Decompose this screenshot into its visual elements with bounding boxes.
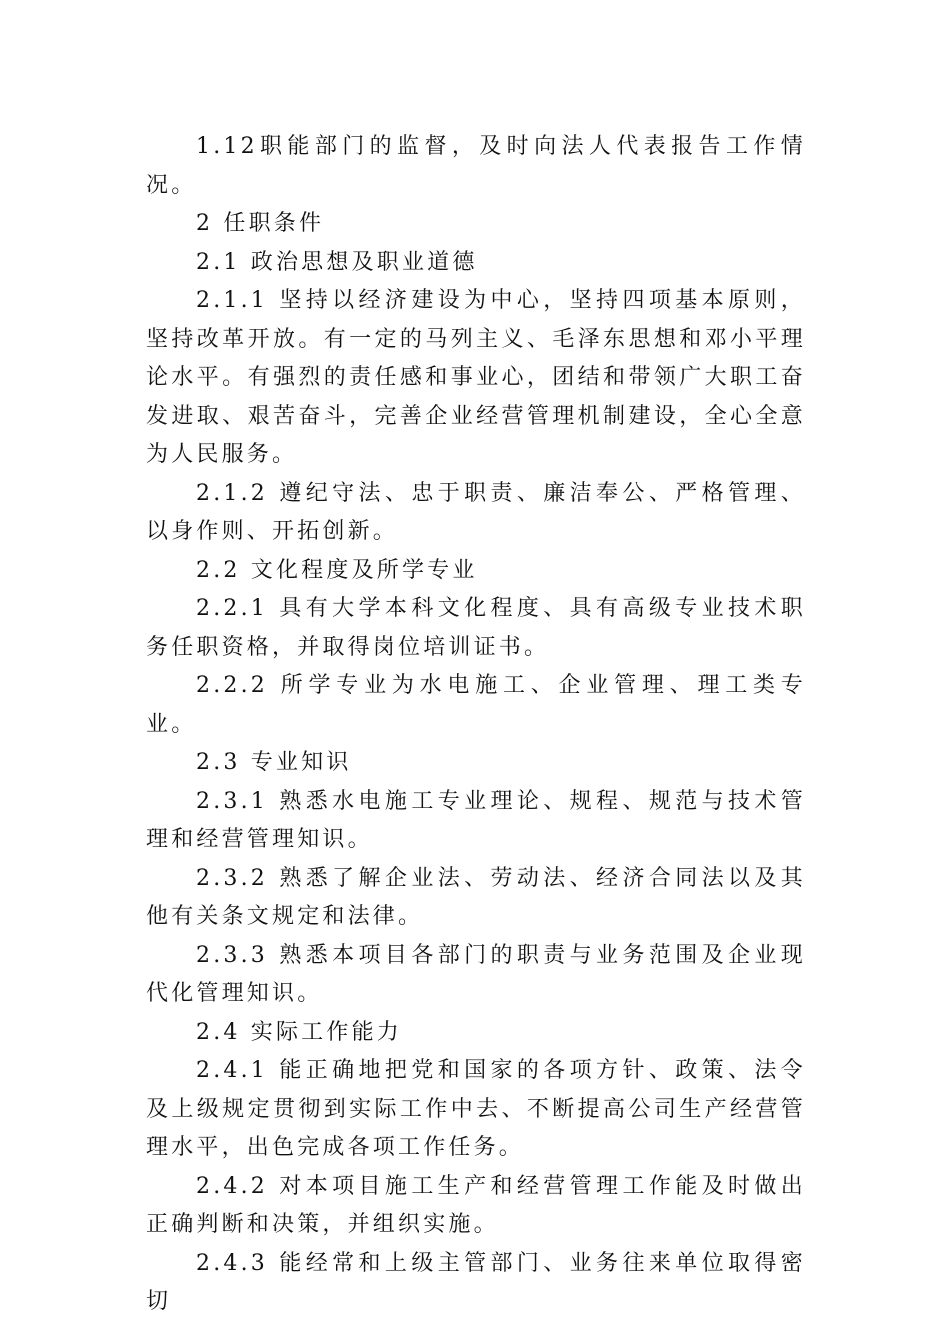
paragraph-2-3-3: 2.3.3 熟悉本项目各部门的职责与业务范围及企业现代化管理知识。	[146, 942, 806, 1006]
paragraph-2-1-1: 2.1.1 坚持以经济建设为中心，坚持四项基本原则，坚持改革开放。有一定的马列主义、毛泽东思想和邓小平理论水平。有强烈的责任感和事业心，团结和带领广大职工奋发进取、艰苦奋斗，完善企业经营管理机制建设，全心全意为人民服务。	[146, 288, 806, 467]
paragraph-2-2-1: 2.2.1 具有大学本科文化程度、具有高级专业技术职务任职资格，并取得岗位培训证书。	[146, 596, 806, 660]
paragraph-2-3-2: 2.3.2 熟悉了解企业法、劳动法、经济合同法以及其他有关条文规定和法律。	[146, 865, 806, 929]
document-body	[146, 128, 806, 1322]
paragraph-2-4-2: 2.4.2 对本项目施工生产和经营管理工作能及时做出正确判断和决策，并组织实施。	[146, 1173, 806, 1237]
paragraph-1-12: 1.12职能部门的监督，及时向法人代表报告工作情况。	[146, 134, 806, 198]
heading-2-2: 2.2 文化程度及所学专业	[196, 557, 478, 583]
paragraph-2-4-1: 2.4.1 能正确地把党和国家的各项方针、政策、法令及上级规定贯彻到实际工作中去、不断提高公司生产经营管理水平，出色完成各项工作任务。	[146, 1058, 806, 1160]
paragraph-2-4-3: 2.4.3 能经常和上级主管部门、业务往来单位取得密切	[146, 1250, 806, 1314]
paragraph-2-2-2: 2.2.2 所学专业为水电施工、企业管理、理工类专业。	[146, 673, 806, 737]
paragraph-2-1-2: 2.1.2 遵纪守法、忠于职责、廉洁奉公、严格管理、以身作则、开拓创新。	[146, 480, 806, 544]
heading-2-4: 2.4 实际工作能力	[196, 1019, 402, 1045]
heading-2-3: 2.3 专业知识	[196, 750, 352, 775]
paragraph-2-3-1: 2.3.1 熟悉水电施工专业理论、规程、规范与技术管理和经营管理知识。	[146, 788, 806, 852]
heading-2: 2 任职条件	[196, 211, 325, 236]
heading-2-1: 2.1 政治思想及职业道德	[196, 249, 478, 275]
